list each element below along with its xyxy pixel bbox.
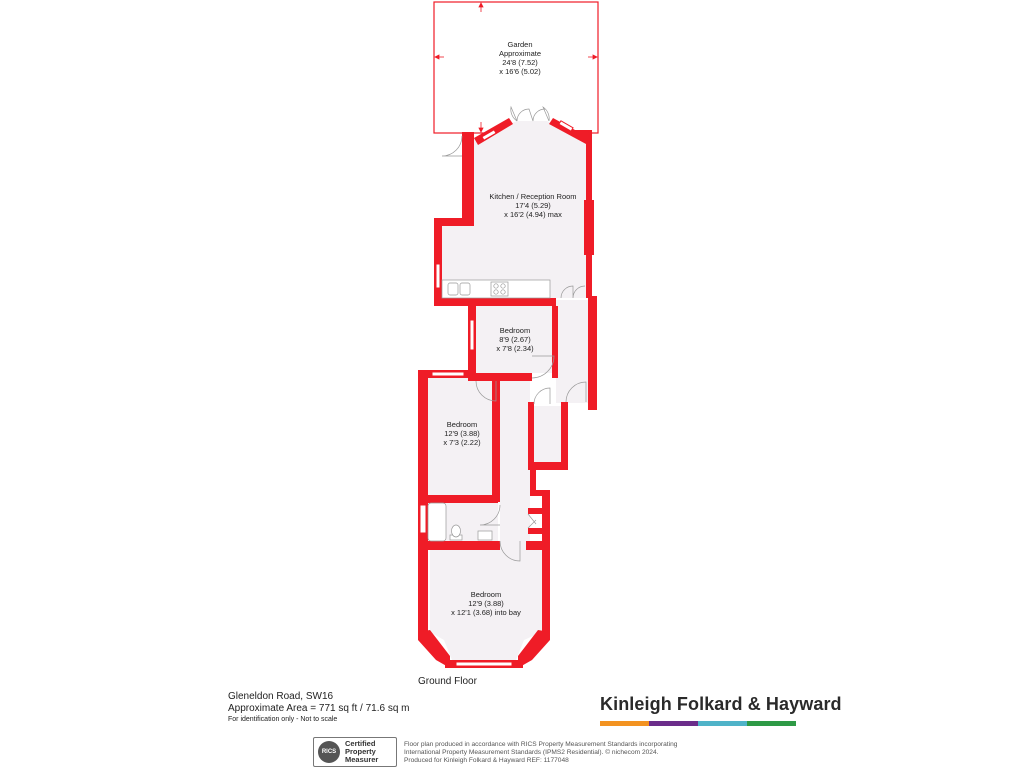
wall — [528, 402, 534, 468]
fine-print-line-1: Floor plan produced in accordance with RICS Property Measurement Standards incorporating — [404, 741, 678, 748]
wall — [588, 296, 597, 410]
brand-logo-text: Kinleigh Folkard & Hayward — [600, 694, 842, 714]
wall — [561, 402, 568, 470]
disclaimer: For identification only - Not to scale — [228, 716, 338, 723]
bedroom-mid-label: Bedroom — [446, 420, 478, 429]
bedroom-front-dim-1: 12'9 (3.88) — [468, 599, 504, 608]
rics-line-1: Certified — [345, 739, 376, 748]
brand-stripe-blue — [698, 721, 747, 726]
wall — [434, 298, 556, 306]
bedroom-front-dim-2: x 12'1 (3.68) into bay — [451, 608, 521, 617]
wall — [528, 508, 542, 514]
bath-icon — [428, 503, 446, 541]
floor-name: Ground Floor — [418, 676, 477, 687]
door-swing-icon — [534, 388, 550, 404]
rics-line-3: Measurer — [345, 755, 379, 764]
window — [470, 320, 474, 350]
garden-dim-1: 24'8 (7.52) — [502, 58, 538, 67]
brand-stripe-purple — [649, 721, 698, 726]
door-swing-icon — [442, 136, 462, 156]
wall — [542, 490, 550, 640]
garden-dim-2: x 16'6 (5.02) — [499, 67, 541, 76]
wall — [528, 528, 542, 534]
garden-label: Garden — [507, 40, 533, 49]
wall — [575, 130, 592, 138]
kitchen-dim-2: x 16'2 (4.94) max — [504, 210, 562, 219]
hallway-floor-2 — [500, 380, 530, 550]
brand-stripe-orange — [600, 721, 649, 726]
kitchen-fixtures — [442, 280, 550, 298]
bedroom-small-dim-1: 8'9 (2.67) — [499, 335, 531, 344]
rics-certified-badge — [313, 737, 397, 767]
floor-fills — [428, 121, 588, 660]
wall — [462, 132, 474, 226]
window — [456, 662, 512, 666]
wall — [468, 373, 532, 381]
wall — [434, 218, 442, 304]
basin-icon — [478, 531, 492, 540]
rics-line-2: Property — [345, 747, 376, 756]
kitchen-dim-1: 17'4 (5.29) — [515, 201, 551, 210]
window — [432, 372, 464, 376]
cupboard-floor — [533, 406, 561, 464]
wall — [526, 541, 546, 550]
garden-label-2: Approximate — [498, 49, 542, 58]
rics-badge-text — [345, 740, 378, 764]
kitchen-label: Kitchen / Reception Room — [489, 192, 577, 201]
brand-stripe-green — [747, 721, 796, 726]
window — [436, 264, 440, 288]
wall — [552, 306, 558, 378]
brand-stripe-bar — [600, 721, 796, 726]
wall — [418, 541, 500, 550]
property-address: Gleneldon Road, SW16 — [228, 691, 334, 702]
measurement-fine-print — [404, 741, 724, 765]
bedroom-mid-dim-1: 12'9 (3.88) — [444, 429, 480, 438]
bedroom-front-label: Bedroom — [470, 590, 502, 599]
rics-logo-icon: RICS — [318, 741, 340, 763]
fine-print-line-3: Produced for Kinleigh Folkard & Hayward REF: 1177048 — [404, 757, 569, 764]
approximate-area: Approximate Area = 771 sq ft / 71.6 sq m — [228, 703, 410, 714]
wall — [584, 200, 594, 255]
window — [420, 505, 426, 533]
garden-area — [434, 2, 598, 133]
wall — [428, 495, 498, 503]
fine-print-line-2: International Property Measurement Standards (IPMS2 Residential). © nichecom 2024. — [404, 749, 659, 756]
bedroom-mid-dim-2: x 7'3 (2.22) — [443, 438, 481, 447]
bedroom-small-label: Bedroom — [499, 326, 531, 335]
bedroom-small-dim-2: x 7'8 (2.34) — [496, 344, 534, 353]
